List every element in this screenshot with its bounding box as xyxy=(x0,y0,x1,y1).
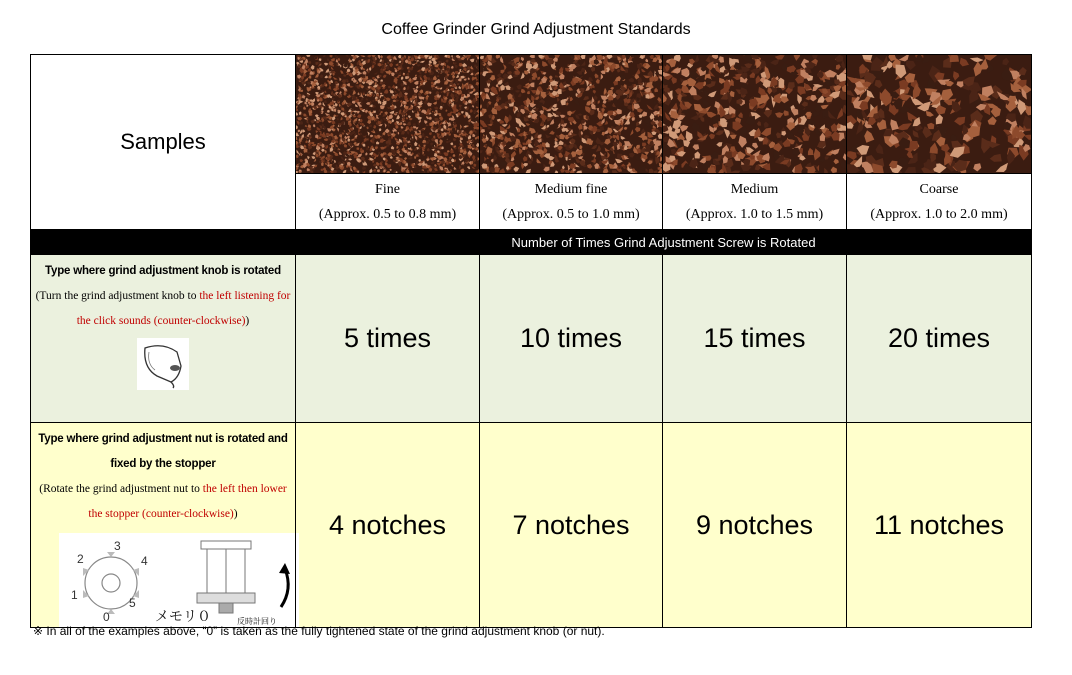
rotation-label: 反時計回り xyxy=(237,617,277,626)
grind-sample-photo-medium-fine xyxy=(480,55,663,174)
column-label-fine xyxy=(296,174,480,230)
row-note: (Turn the grind adjustment knob to the left listening for the click sounds (counter-clockwise)) xyxy=(35,290,291,327)
grind-range: (Approx. 1.0 to 1.5 mm) xyxy=(685,206,824,222)
footnote: ※ In all of the examples above, “0” is taken as the fully tightened state of the grind adjustment knob (or nut). xyxy=(33,624,605,638)
coffee-grounds-image xyxy=(296,55,479,173)
nut-value-medium-fine: 7 notches xyxy=(480,423,663,628)
counter-clockwise-arrow-icon xyxy=(281,569,288,607)
notch-number: 4 xyxy=(141,554,148,568)
coffee-grounds-image xyxy=(663,55,846,173)
notch-number: 0 xyxy=(103,610,110,624)
grind-sample-photo-medium xyxy=(663,55,847,174)
column-label-medium-fine xyxy=(480,174,663,230)
coffee-grounds-image xyxy=(847,55,1031,173)
grind-standards-table xyxy=(30,54,1032,628)
row-label-knob-type xyxy=(31,255,296,423)
row-title: Type where grind adjustment nut is rotated and fixed by the stopper xyxy=(38,433,288,470)
row-note: (Rotate the grind adjustment nut to the left then lower the stopper (counter-clockwise)) xyxy=(39,483,287,520)
notch-number: 2 xyxy=(77,552,84,566)
grind-name: Fine xyxy=(375,181,400,197)
page-title: Coffee Grinder Grind Adjustment Standards xyxy=(381,21,691,38)
nut-value-coarse: 11 notches xyxy=(847,423,1032,628)
knob-value-fine: 5 times xyxy=(296,255,480,423)
band-label: Number of Times Grind Adjustment Screw is Rotated xyxy=(511,234,816,250)
notch-number: 3 xyxy=(114,539,121,553)
grind-name: Coarse xyxy=(919,181,959,197)
row-label-nut-type xyxy=(31,423,296,628)
grind-sample-photo-fine xyxy=(296,55,480,174)
nut-diagram xyxy=(59,533,299,627)
knob-value-medium: 15 times xyxy=(663,255,847,423)
notch-number: 5 xyxy=(129,596,136,610)
column-label-medium xyxy=(663,174,847,230)
grinder-mechanism-icon xyxy=(197,541,255,613)
grind-range: (Approx. 0.5 to 1.0 mm) xyxy=(502,206,640,222)
memory-label: メモリ０ xyxy=(155,608,211,624)
grind-sample-photo-coarse xyxy=(847,55,1032,174)
rotation-count-band xyxy=(31,230,1032,255)
nut-value-medium: 9 notches xyxy=(663,423,847,628)
knob-illustration-icon xyxy=(137,338,189,390)
knob-value-medium-fine: 10 times xyxy=(480,255,663,423)
notch-number: 1 xyxy=(71,588,78,602)
grind-name: Medium xyxy=(730,181,779,197)
coffee-grounds-image xyxy=(480,55,662,173)
nut-value-fine: 4 notches xyxy=(296,423,480,628)
row-title: Type where grind adjustment knob is rotated xyxy=(45,265,281,277)
column-label-coarse xyxy=(847,174,1032,230)
grind-range: (Approx. 1.0 to 2.0 mm) xyxy=(870,206,1008,222)
grind-name: Medium fine xyxy=(534,181,608,197)
knob-value-coarse: 20 times xyxy=(847,255,1032,423)
grind-range: (Approx. 0.5 to 0.8 mm) xyxy=(318,206,457,222)
samples-header: Samples xyxy=(31,55,296,230)
